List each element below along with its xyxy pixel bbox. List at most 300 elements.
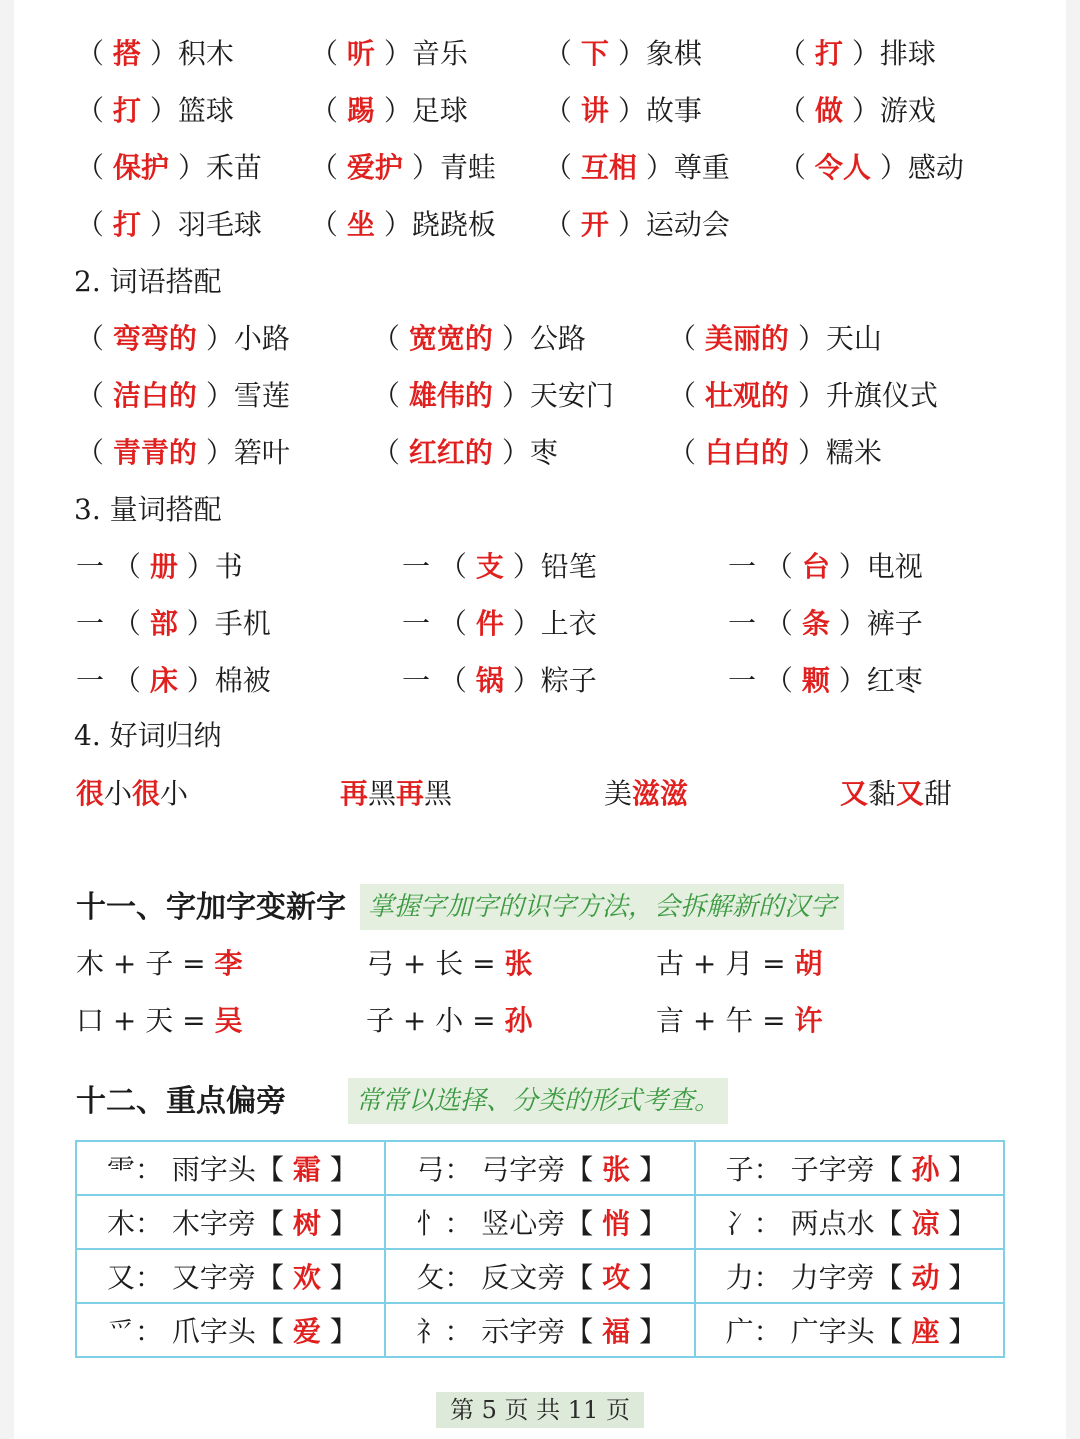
quantity-prefix: 一 [402, 550, 439, 583]
word-text: 游戏 [879, 94, 936, 127]
open-paren: （ [310, 94, 347, 127]
close-paren: ） [788, 379, 826, 412]
answer-text: 宽宽的 [408, 322, 493, 355]
radical-cell [76, 1303, 385, 1357]
formula-text: 子 + 小 = [366, 1004, 505, 1037]
good-words-row [14, 774, 1066, 814]
word-text: 小路 [233, 322, 290, 355]
open-paren: （ [438, 607, 476, 640]
colon: ： [135, 1315, 172, 1348]
close-bracket: 】 [630, 1315, 668, 1348]
table-row [76, 1141, 1004, 1195]
radical-cell [76, 1195, 385, 1249]
open-paren: （ [76, 208, 113, 241]
answer-item [544, 91, 702, 131]
answer-text: 册 [149, 550, 178, 583]
answer-text: 台 [801, 550, 830, 583]
close-paren: ） [503, 607, 541, 640]
word-text: 运动会 [645, 208, 730, 241]
close-bracket: 】 [939, 1153, 977, 1186]
formula-text: 木 + 子 = [76, 947, 215, 980]
word-text: 电视 [866, 550, 923, 583]
close-paren: ） [788, 436, 826, 469]
good-word-char: 滋 [632, 777, 661, 810]
radical-glyph: ⻗ [107, 1153, 136, 1186]
radical-glyph: 子 [725, 1153, 754, 1186]
answer-item [402, 661, 597, 701]
answer-text: 坐 [346, 208, 375, 241]
close-paren: ） [374, 208, 412, 241]
answer-row [14, 376, 1066, 416]
radical-name: 雨字头 [171, 1153, 256, 1186]
close-paren: ） [196, 379, 234, 412]
colon: ： [753, 1315, 791, 1348]
answer-row [14, 319, 1066, 359]
radical-cell [385, 1249, 694, 1303]
answer-text: 打 [814, 37, 843, 70]
answer-item [76, 91, 234, 131]
answer-row [14, 205, 1066, 245]
colon: ： [444, 1315, 482, 1348]
word-text: 音乐 [411, 37, 468, 70]
radical-glyph: 攵 [416, 1261, 445, 1294]
answer-item [310, 148, 496, 188]
word-text: 尊重 [673, 151, 730, 184]
open-bracket: 【 [255, 1261, 293, 1294]
radical-name: 爪字头 [171, 1315, 256, 1348]
close-paren: ） [177, 607, 215, 640]
character-formula [366, 1001, 533, 1041]
section-3-heading: 3. 量词搭配 [74, 493, 222, 526]
answer-item [76, 433, 290, 473]
character-formula [366, 944, 533, 984]
answer-item [76, 34, 234, 74]
radical-name: 两点水 [790, 1207, 875, 1240]
close-paren: ） [608, 94, 646, 127]
word-text: 升旗仪式 [825, 379, 938, 412]
open-paren: （ [438, 664, 476, 697]
open-paren: （ [778, 94, 815, 127]
word-text: 积木 [177, 37, 234, 70]
word-text: 手机 [214, 607, 271, 640]
open-paren: （ [76, 94, 113, 127]
close-paren: ） [829, 607, 867, 640]
word-text: 棉被 [214, 664, 271, 697]
radical-glyph: 忄 [416, 1207, 445, 1240]
open-paren: （ [764, 550, 802, 583]
answer-text: 踢 [346, 94, 375, 127]
quantity-prefix: 一 [402, 664, 439, 697]
colon: ： [753, 1261, 791, 1294]
close-paren: ） [842, 94, 880, 127]
close-bracket: 】 [939, 1315, 977, 1348]
good-word [340, 774, 452, 814]
page-footer: 第 5 页 共 11 页 [436, 1392, 644, 1428]
close-bracket: 】 [320, 1207, 358, 1240]
good-word-char: 小 [104, 777, 133, 810]
radical-answer: 爱 [292, 1315, 321, 1348]
close-paren: ） [374, 37, 412, 70]
word-text: 箬叶 [233, 436, 290, 469]
answer-text: 洁白的 [112, 379, 197, 412]
character-formula [76, 1001, 243, 1041]
close-paren: ） [177, 550, 215, 583]
quantity-prefix: 一 [76, 550, 113, 583]
open-paren: （ [112, 664, 150, 697]
open-paren: （ [668, 322, 705, 355]
open-bracket: 【 [255, 1207, 293, 1240]
answer-row [14, 604, 1066, 644]
good-word [604, 774, 688, 814]
radical-name: 反文旁 [481, 1261, 566, 1294]
radical-glyph: 又 [107, 1261, 136, 1294]
radical-name: 竖心旁 [481, 1207, 566, 1240]
answer-text: 支 [475, 550, 504, 583]
open-paren: （ [310, 151, 347, 184]
good-word-char: 美 [604, 777, 633, 810]
close-paren: ） [374, 94, 412, 127]
answer-item [372, 433, 558, 473]
answer-item [778, 91, 936, 131]
answer-item [310, 34, 468, 74]
good-word-char: 小 [160, 777, 189, 810]
answer-text: 床 [149, 664, 178, 697]
close-paren: ） [503, 550, 541, 583]
close-paren: ） [608, 37, 646, 70]
open-paren: （ [76, 37, 113, 70]
open-bracket: 【 [874, 1261, 912, 1294]
answer-text: 爱护 [346, 151, 403, 184]
good-word-char: 甜 [924, 777, 953, 810]
radical-answer: 霜 [292, 1153, 321, 1186]
radical-glyph: 木 [107, 1207, 136, 1240]
answer-item [402, 547, 597, 587]
answer-row [14, 91, 1066, 131]
radical-answer: 福 [602, 1315, 631, 1348]
answer-item [76, 148, 262, 188]
radical-answer: 动 [911, 1261, 940, 1294]
quantity-prefix: 一 [402, 607, 439, 640]
close-paren: ） [140, 37, 178, 70]
word-text: 雪莲 [233, 379, 290, 412]
good-word-char: 很 [132, 777, 161, 810]
good-word [76, 774, 188, 814]
close-paren: ） [140, 94, 178, 127]
close-paren: ） [829, 550, 867, 583]
radical-glyph: 礻 [416, 1315, 445, 1348]
character-formula [656, 1001, 823, 1041]
formula-answer: 吴 [214, 1004, 243, 1037]
answer-text: 讲 [580, 94, 609, 127]
quantity-prefix: 一 [76, 607, 113, 640]
open-paren: （ [310, 37, 347, 70]
open-bracket: 【 [874, 1207, 912, 1240]
character-formula [656, 944, 823, 984]
radical-answer: 攻 [602, 1261, 631, 1294]
word-text: 羽毛球 [177, 208, 262, 241]
close-paren: ） [842, 37, 880, 70]
formula-text: 言 + 午 = [656, 1004, 795, 1037]
close-paren: ） [492, 436, 530, 469]
answer-item [728, 604, 923, 644]
colon: ： [753, 1207, 791, 1240]
answer-text: 做 [814, 94, 843, 127]
answer-item [668, 319, 882, 359]
colon: ： [135, 1261, 172, 1294]
answer-text: 令人 [814, 151, 871, 184]
radical-name: 示字旁 [481, 1315, 566, 1348]
open-paren: （ [544, 37, 581, 70]
word-text: 跷跷板 [411, 208, 496, 241]
open-paren: （ [544, 208, 581, 241]
answer-item [76, 547, 243, 587]
close-paren: ） [636, 151, 674, 184]
radical-cell [76, 1141, 385, 1195]
answer-row [14, 661, 1066, 701]
radical-name: 木字旁 [171, 1207, 256, 1240]
radical-answer: 座 [911, 1315, 940, 1348]
section-2-heading: 2. 词语搭配 [74, 265, 222, 298]
open-paren: （ [668, 379, 705, 412]
radical-cell [385, 1141, 694, 1195]
answer-item [778, 148, 964, 188]
word-text: 粽子 [540, 664, 597, 697]
open-bracket: 【 [565, 1207, 603, 1240]
answer-item [728, 547, 923, 587]
answer-row [14, 148, 1066, 188]
colon: ： [444, 1261, 482, 1294]
colon: ： [444, 1153, 482, 1186]
answer-item [544, 148, 730, 188]
word-text: 书 [214, 550, 243, 583]
colon: ： [444, 1207, 482, 1240]
close-bracket: 】 [939, 1261, 977, 1294]
word-text: 感动 [907, 151, 964, 184]
close-paren: ） [608, 208, 646, 241]
word-text: 枣 [529, 436, 558, 469]
radical-answer: 树 [292, 1207, 321, 1240]
open-paren: （ [372, 322, 409, 355]
open-bracket: 【 [565, 1153, 603, 1186]
good-word-char: 又 [840, 777, 869, 810]
section-11-heading: 十一、字加字变新字 [76, 890, 346, 925]
open-paren: （ [76, 151, 113, 184]
word-text: 天山 [825, 322, 882, 355]
answer-item [778, 34, 936, 74]
open-bracket: 【 [874, 1153, 912, 1186]
good-word-char: 再 [340, 777, 369, 810]
close-paren: ） [402, 151, 440, 184]
radical-name: 又字旁 [171, 1261, 256, 1294]
close-bracket: 】 [630, 1207, 668, 1240]
answer-item [76, 319, 290, 359]
radicals-table [75, 1140, 1005, 1358]
close-paren: ） [503, 664, 541, 697]
quantity-prefix: 一 [728, 550, 765, 583]
table-row [76, 1195, 1004, 1249]
section-12-note: 常常以选择、分类的形式考查。 [348, 1078, 728, 1124]
table-row [76, 1249, 1004, 1303]
section-12-heading: 十二、重点偏旁 [76, 1084, 286, 1119]
answer-row [14, 547, 1066, 587]
word-text: 糯米 [825, 436, 882, 469]
character-formula [76, 944, 243, 984]
radical-answer: 孙 [911, 1153, 940, 1186]
answer-text: 雄伟的 [408, 379, 493, 412]
answer-item [372, 319, 586, 359]
answer-text: 条 [801, 607, 830, 640]
close-bracket: 】 [320, 1261, 358, 1294]
close-paren: ） [870, 151, 908, 184]
radical-glyph: 冫 [725, 1207, 754, 1240]
answer-item [310, 205, 496, 245]
radical-glyph: 弓 [416, 1153, 445, 1186]
open-paren: （ [372, 379, 409, 412]
answer-item [402, 604, 597, 644]
answer-item [76, 376, 290, 416]
radical-cell [385, 1303, 694, 1357]
open-paren: （ [76, 436, 113, 469]
answer-row [14, 34, 1066, 74]
radical-glyph: 爫 [107, 1315, 136, 1348]
open-paren: （ [778, 37, 815, 70]
formula-answer: 许 [794, 1004, 823, 1037]
radical-name: 子字旁 [790, 1153, 875, 1186]
radical-glyph: 力 [725, 1261, 754, 1294]
word-text: 上衣 [540, 607, 597, 640]
close-bracket: 】 [320, 1153, 358, 1186]
formula-row [14, 1001, 1066, 1041]
radical-answer: 凉 [911, 1207, 940, 1240]
answer-item [668, 376, 938, 416]
open-paren: （ [372, 436, 409, 469]
section-4-heading: 4. 好词归纳 [74, 719, 222, 752]
good-word-char: 黑 [368, 777, 397, 810]
radical-answer: 悄 [602, 1207, 631, 1240]
radical-cell [76, 1249, 385, 1303]
colon: ： [135, 1153, 172, 1186]
colon: ： [135, 1207, 172, 1240]
answer-item [372, 376, 614, 416]
open-paren: （ [438, 550, 476, 583]
close-bracket: 】 [630, 1153, 668, 1186]
radical-cell [695, 1303, 1004, 1357]
answer-text: 青青的 [112, 436, 197, 469]
word-text: 禾苗 [205, 151, 262, 184]
answer-text: 颗 [801, 664, 830, 697]
good-word-char: 黏 [868, 777, 897, 810]
open-paren: （ [310, 208, 347, 241]
radical-cell [385, 1195, 694, 1249]
answer-text: 下 [580, 37, 609, 70]
answer-text: 白白的 [704, 436, 789, 469]
radical-answer: 欢 [292, 1261, 321, 1294]
good-word-char: 滋 [660, 777, 689, 810]
answer-text: 件 [475, 607, 504, 640]
radical-cell [695, 1141, 1004, 1195]
open-bracket: 【 [255, 1153, 293, 1186]
word-text: 青蛙 [439, 151, 496, 184]
radical-name: 力字旁 [790, 1261, 875, 1294]
open-paren: （ [544, 94, 581, 127]
open-paren: （ [668, 436, 705, 469]
close-paren: ） [492, 379, 530, 412]
answer-text: 搭 [112, 37, 141, 70]
answer-item [544, 205, 730, 245]
formula-answer: 孙 [504, 1004, 533, 1037]
good-word-char: 再 [396, 777, 425, 810]
quantity-prefix: 一 [728, 607, 765, 640]
word-text: 篮球 [177, 94, 234, 127]
answer-item [76, 661, 271, 701]
open-paren: （ [764, 664, 802, 697]
answer-text: 保护 [112, 151, 169, 184]
close-paren: ） [140, 208, 178, 241]
close-paren: ） [829, 664, 867, 697]
open-bracket: 【 [874, 1315, 912, 1348]
answer-row [14, 433, 1066, 473]
close-bracket: 】 [320, 1315, 358, 1348]
close-paren: ） [788, 322, 826, 355]
close-paren: ） [492, 322, 530, 355]
formula-text: 口 + 天 = [76, 1004, 215, 1037]
formula-text: 古 + 月 = [656, 947, 795, 980]
answer-item [728, 661, 923, 701]
formula-text: 弓 + 长 = [366, 947, 505, 980]
word-text: 铅笔 [540, 550, 597, 583]
answer-text: 锅 [475, 664, 504, 697]
answer-item [310, 91, 468, 131]
table-row [76, 1303, 1004, 1357]
good-word-char: 很 [76, 777, 105, 810]
open-paren: （ [764, 607, 802, 640]
formula-answer: 张 [504, 947, 533, 980]
answer-text: 开 [580, 208, 609, 241]
answer-text: 互相 [580, 151, 637, 184]
formula-row [14, 944, 1066, 984]
open-bracket: 【 [255, 1315, 293, 1348]
radical-cell [695, 1195, 1004, 1249]
section-11-note: 掌握字加字的识字方法，会拆解新的汉字 [360, 884, 844, 930]
formula-answer: 李 [214, 947, 243, 980]
colon: ： [753, 1153, 791, 1186]
answer-item [76, 604, 271, 644]
answer-text: 壮观的 [704, 379, 789, 412]
radical-glyph: 广 [725, 1315, 754, 1348]
word-text: 公路 [529, 322, 586, 355]
answer-item [544, 34, 702, 74]
open-paren: （ [76, 379, 113, 412]
close-paren: ） [196, 436, 234, 469]
answer-item [76, 205, 262, 245]
word-text: 红枣 [866, 664, 923, 697]
answer-text: 听 [346, 37, 375, 70]
open-bracket: 【 [565, 1315, 603, 1348]
answer-text: 打 [112, 94, 141, 127]
answer-item [668, 433, 882, 473]
word-text: 裤子 [866, 607, 923, 640]
quantity-prefix: 一 [76, 664, 113, 697]
radical-name: 广字头 [790, 1315, 875, 1348]
open-paren: （ [544, 151, 581, 184]
good-word-char: 黑 [424, 777, 453, 810]
radical-cell [695, 1249, 1004, 1303]
answer-text: 部 [149, 607, 178, 640]
word-text: 足球 [411, 94, 468, 127]
open-paren: （ [112, 550, 150, 583]
formula-answer: 胡 [794, 947, 823, 980]
word-text: 排球 [879, 37, 936, 70]
